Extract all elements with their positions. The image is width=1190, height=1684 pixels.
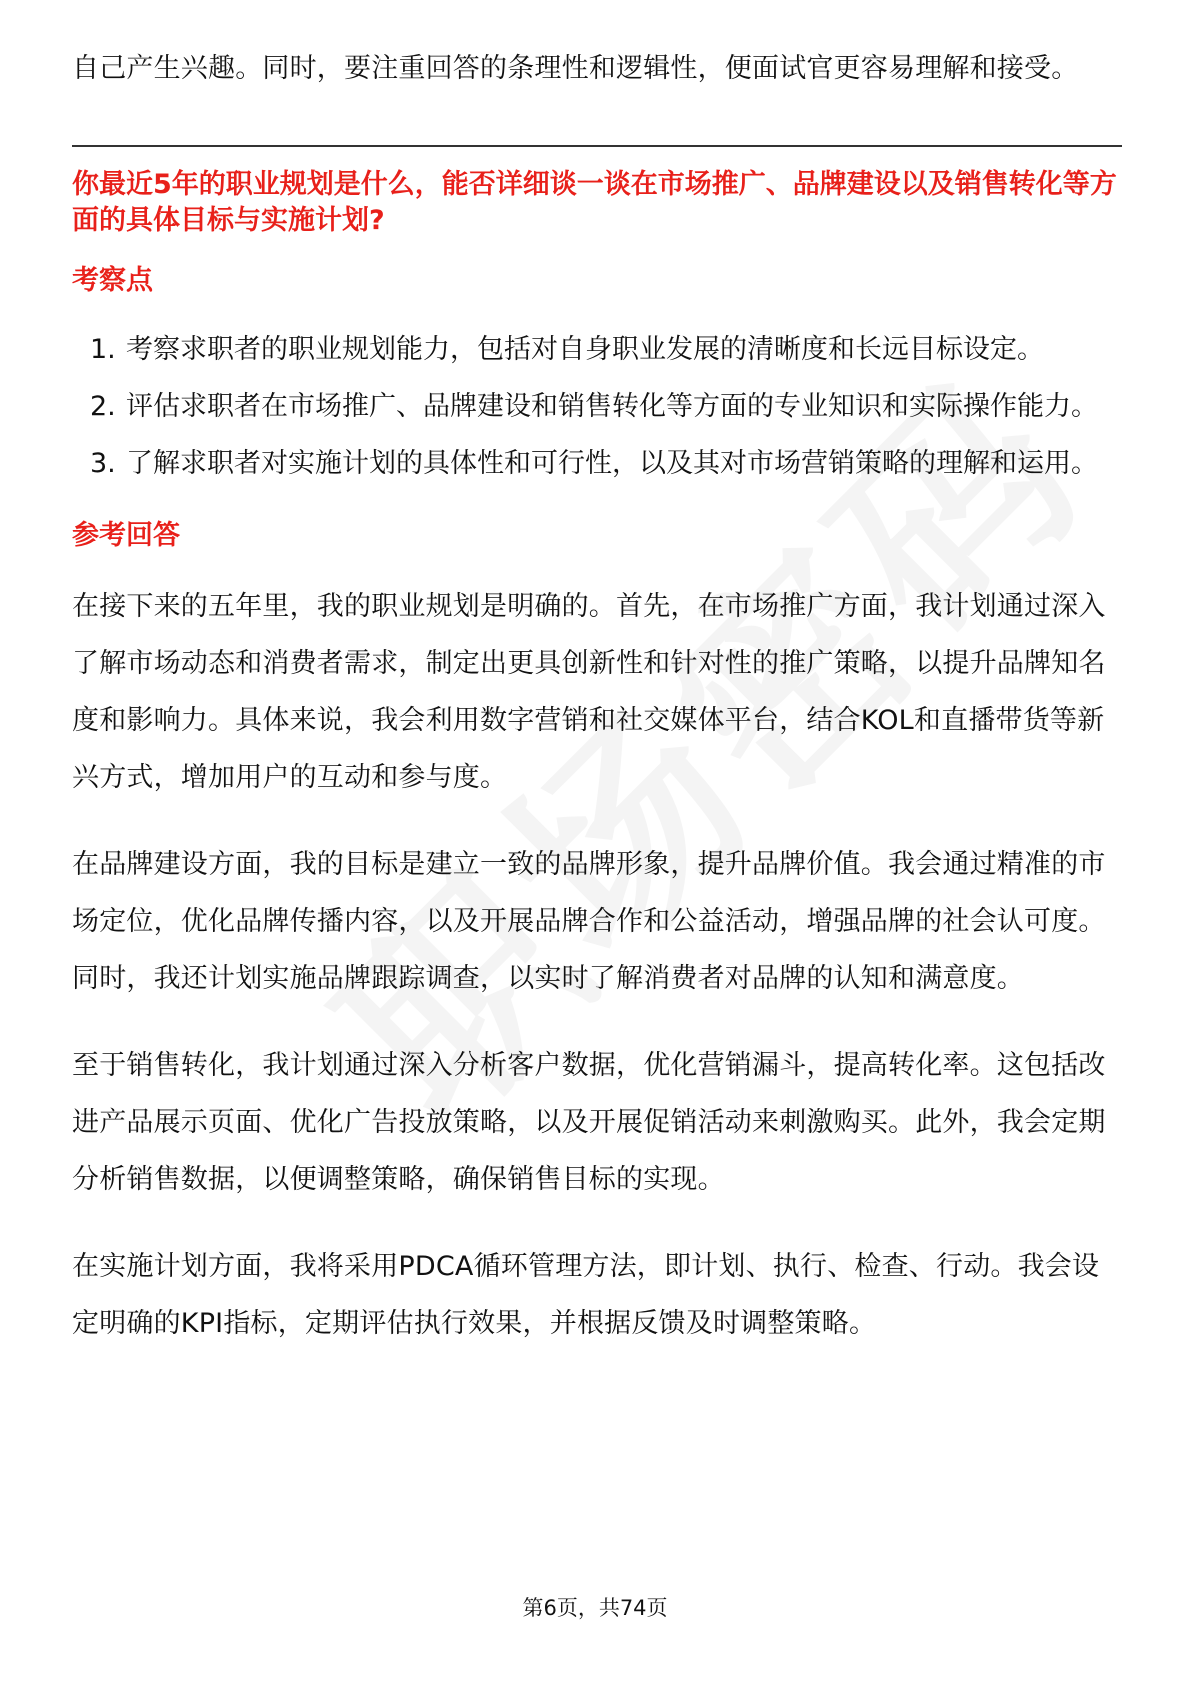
list-item-text: 评估求职者在市场推广、品牌建设和销售转化等方面的专业知识和实际操作能力。 [126,391,1098,422]
assessment-list [72,321,1122,492]
list-item-number: 1. [90,334,116,365]
list-item [72,378,1122,435]
answer-heading: 参考回答 [72,520,180,551]
list-item [72,321,1122,378]
answer-paragraph: 至于销售转化，我计划通过深入分析客户数据，优化营销漏斗，提高转化率。这包括改进产品展示页面、优化广告投放策略，以及开展促销活动来刺激购买。此外，我会定期分析销售数据，以便调整策略，确保销售目标的实现。 [72,1050,1106,1195]
list-item-number: 3. [90,448,116,479]
list-item-text: 考察求职者的职业规划能力，包括对自身职业发展的清晰度和长远目标设定。 [126,334,1044,365]
assessment-heading: 考察点 [72,265,153,296]
question-heading: 你最近5年的职业规划是什么，能否详细谈一谈在市场推广、品牌建设以及销售转化等方面的具体目标与实施计划? [72,169,1117,236]
list-item-text: 了解求职者对实施计划的具体性和可行性，以及其对市场营销策略的理解和运用。 [126,448,1098,479]
answer-paragraph: 在实施计划方面，我将采用PDCA循环管理方法，即计划、执行、检查、行动。我会设定明确的KPI指标，定期评估执行效果，并根据反馈及时调整策略。 [72,1251,1100,1339]
page-footer: 第6页，共74页 [522,1596,668,1620]
list-item [72,435,1122,492]
section-divider [72,145,1122,147]
answer-paragraph: 在接下来的五年里，我的职业规划是明确的。首先，在市场推广方面，我计划通过深入了解市场动态和消费者需求，制定出更具创新性和针对性的推广策略，以提升品牌知名度和影响力。具体来说，我会利用数字营销和社交媒体平台，结合KOL和直播带货等新兴方式，增加用户的互动和参与度。 [72,591,1106,793]
list-item-number: 2. [90,391,116,422]
document-page [72,40,1122,1352]
intro-paragraph: 自己产生兴趣。同时，要注重回答的条理性和逻辑性，便面试官更容易理解和接受。 [72,53,1079,84]
answer-paragraph: 在品牌建设方面，我的目标是建立一致的品牌形象，提升品牌价值。我会通过精准的市场定位，优化品牌传播内容，以及开展品牌合作和公益活动，增强品牌的社会认可度。同时，我还计划实施品牌跟踪调查，以实时了解消费者对品牌的认知和满意度。 [72,849,1106,994]
